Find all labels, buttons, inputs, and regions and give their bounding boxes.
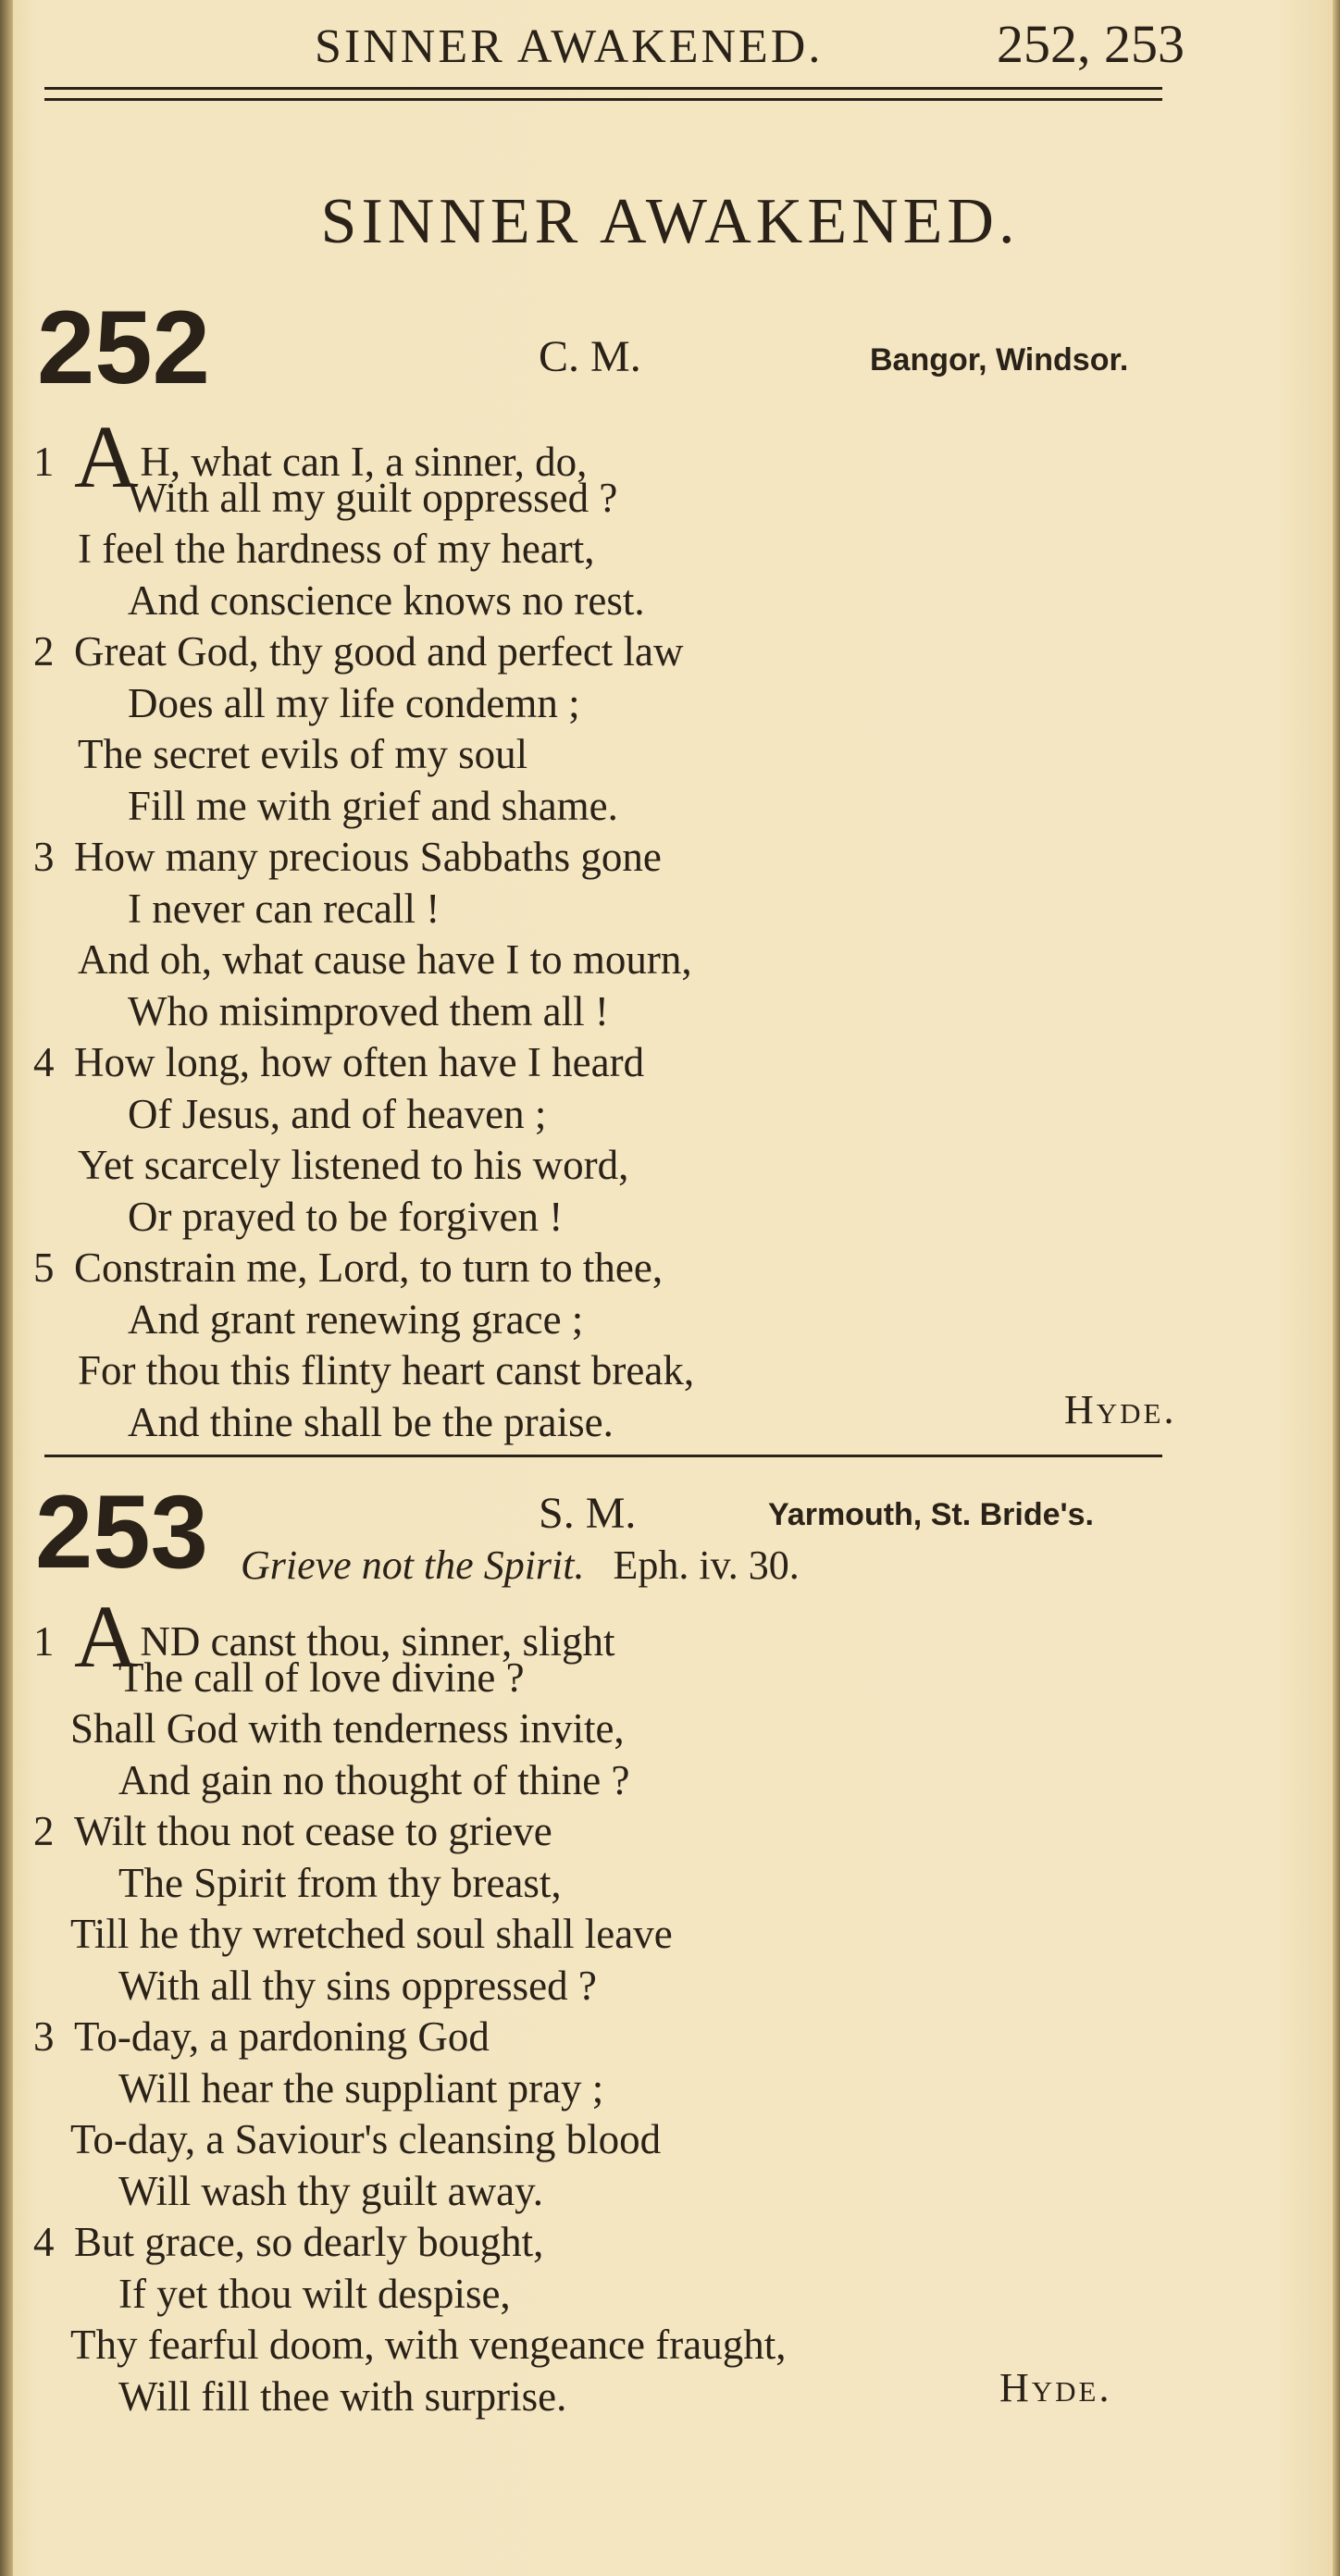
verse-line (118, 2270, 511, 2317)
verse-line-text: Wilt thou not cease to grieve (74, 1808, 552, 1854)
verse-line-text: To-day, a Saviour's cleansing blood (70, 2116, 662, 2162)
verse-number: 4 (33, 2219, 55, 2265)
verse-line-text: Shall God with tenderness invite, (70, 1705, 625, 1752)
verse-line (78, 528, 595, 570)
verse-line (70, 2324, 786, 2366)
verse-line (118, 2167, 543, 2214)
verse-line (78, 1142, 629, 1188)
verse-line-text: ND canst thou, sinner, slight (140, 1618, 615, 1665)
verse-number: 3 (33, 834, 55, 880)
verse-number: 3 (33, 2013, 55, 2060)
hymn-tunes: Yarmouth, St. Bride's. (768, 1497, 1094, 1532)
verse-line-text: And conscience knows no rest. (128, 576, 645, 624)
verse-line-text: Who misimproved them all ! (128, 987, 609, 1034)
verse-line-text: With all thy sins oppressed ? (118, 1962, 597, 2009)
verse-line-text: And gain no thought of thine ? (118, 1756, 630, 1803)
hymn-divider (44, 1455, 1162, 1457)
verse-number: 4 (33, 1039, 55, 1085)
hymn-meter: C. M. (539, 332, 641, 381)
verse-line-text: And grant renewing grace ; (128, 1295, 584, 1343)
verse-line-text: With all my guilt oppressed ? (128, 474, 618, 521)
hymn-subject (241, 1542, 800, 1589)
verse-line (128, 1193, 564, 1240)
verse-line (128, 885, 440, 932)
verse-line-text: And oh, what cause have I to mourn, (78, 936, 692, 983)
verse-line (128, 987, 609, 1034)
hymn-number: 253 (35, 1474, 208, 1590)
hymn-number: 252 (37, 290, 210, 405)
verse-line (128, 1295, 584, 1343)
hymn-meter: S. M. (539, 1489, 637, 1538)
verse-line (78, 1347, 695, 1393)
verse-line (78, 936, 692, 983)
verse-line (33, 1808, 552, 1854)
verse-number: 5 (33, 1245, 55, 1291)
verse-line-text: If yet thou wilt despise, (118, 2270, 511, 2317)
running-head-numbers: 252, 253 (997, 14, 1185, 74)
verse-line-text: Will hear the suppliant pray ; (118, 2064, 604, 2112)
verse-number: 2 (33, 628, 55, 675)
verse-line (128, 474, 618, 521)
verse-line-text: I never can recall ! (128, 885, 440, 932)
verse-line (33, 1039, 645, 1085)
verse-line-text: But grace, so dearly bought, (74, 2219, 544, 2265)
verse-line (70, 2116, 662, 2162)
verse-line-text: The call of love divine ? (118, 1653, 525, 1701)
verse-line-text: Or prayed to be forgiven ! (128, 1193, 564, 1240)
verse-line-text: Will fill thee with surprise. (118, 2372, 567, 2420)
verse-line (128, 576, 645, 624)
verse-line (128, 679, 580, 726)
verse-line-text: Does all my life condemn ; (128, 679, 580, 726)
verse-line-text: Of Jesus, and of heaven ; (128, 1090, 547, 1137)
verse-line (33, 628, 684, 675)
verse-line (70, 1913, 673, 1955)
drop-cap: A (74, 1587, 139, 1686)
drop-cap: A (74, 407, 139, 506)
verse-line-text: Great God, thy good and perfect law (74, 628, 684, 675)
hymn-tunes: Bangor, Windsor. (870, 342, 1129, 378)
section-title: SINNER AWAKENED. (320, 186, 1020, 257)
verse-line-text: Constrain me, Lord, to turn to thee, (74, 1245, 664, 1291)
verse-line (128, 782, 618, 829)
running-head (315, 13, 1185, 74)
hymn-author: Hyde. (1064, 1387, 1177, 1432)
header-rule-bottom (44, 98, 1162, 101)
verse-line (33, 2013, 490, 2060)
verse-line-text: How long, how often have I heard (74, 1039, 645, 1085)
verse-line (118, 2064, 604, 2112)
verse-line (78, 731, 528, 777)
verse-line-text: How many precious Sabbaths gone (74, 834, 662, 880)
verse-line-text: Will wash thy guilt away. (118, 2167, 543, 2214)
verse-line-text: Thy fearful doom, with vengeance fraught, (70, 2322, 787, 2368)
verse-line-text: For thou this flinty heart canst break, (78, 1347, 695, 1393)
subject-reference: Eph. iv. 30. (613, 1542, 800, 1588)
verse-line (128, 1090, 547, 1137)
verse-line (118, 1962, 597, 2009)
verse-line (70, 1705, 625, 1752)
verse-line-text: H, what can I, a sinner, do, (140, 439, 588, 485)
running-head-title: SINNER AWAKENED. (315, 20, 824, 73)
verse-line-text: And thine shall be the praise. (128, 1398, 614, 1445)
header-rule-top (44, 87, 1162, 90)
verse-line-text: Fill me with grief and shame. (128, 782, 618, 829)
verse-line-text: The Spirit from thy breast, (118, 1859, 562, 1906)
verse-line (118, 1859, 562, 1906)
verse-line-text: I feel the hardness of my heart, (78, 526, 595, 572)
verse-line (33, 1247, 663, 1289)
subject-title: Grieve not the Spirit. (241, 1542, 585, 1588)
page-edge (1333, 0, 1340, 2576)
verse-number: 1 (33, 1618, 55, 1665)
verse-line-text: The secret evils of my soul (78, 731, 528, 777)
binding-edge (0, 0, 13, 2576)
verse-line (128, 1398, 614, 1445)
verse-line (118, 1756, 630, 1803)
verse-line-text: To-day, a pardoning God (74, 2013, 490, 2060)
verse-line (33, 2219, 544, 2265)
verse-number: 1 (33, 439, 55, 485)
verse-number: 2 (33, 1808, 55, 1854)
verse-line (118, 2372, 567, 2420)
hymn-author: Hyde. (999, 2365, 1112, 2410)
verse-line-text: Till he thy wretched soul shall leave (70, 1911, 673, 1957)
verse-line (33, 836, 662, 878)
verse-line (118, 1653, 525, 1701)
verse-line-text: Yet scarcely listened to his word, (78, 1142, 629, 1188)
